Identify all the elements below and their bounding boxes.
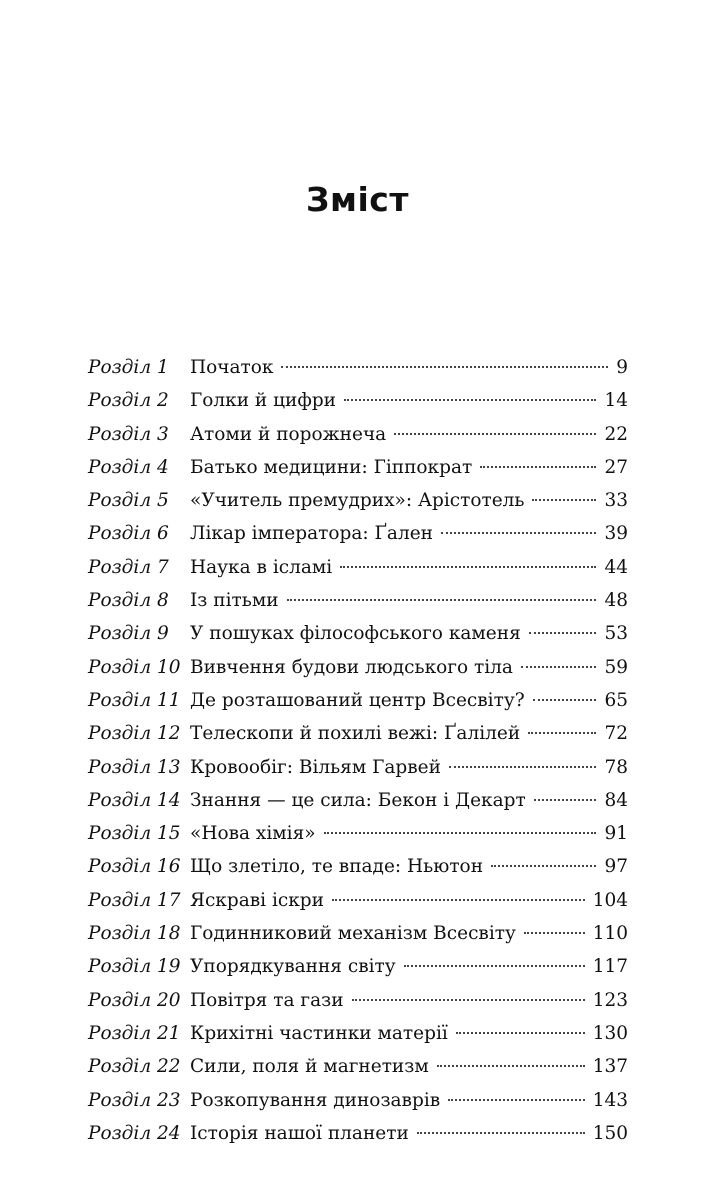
page-number: 33 bbox=[604, 490, 628, 512]
chapter-title: Кровообіг: Вільям Гарвей bbox=[190, 756, 441, 778]
dot-leader bbox=[533, 699, 597, 701]
dot-leader bbox=[448, 1099, 585, 1101]
dot-leader bbox=[287, 599, 597, 601]
chapter-title: Годинниковий механізм Всесвіту bbox=[190, 923, 516, 945]
chapter-title: Упорядкування світу bbox=[190, 956, 396, 978]
page-number: 14 bbox=[604, 390, 628, 412]
toc-entry bbox=[88, 590, 628, 623]
page-number: 22 bbox=[604, 423, 628, 445]
chapter-title: Розкопування динозаврів bbox=[190, 1089, 441, 1111]
chapter-label: Розділ 18 bbox=[88, 923, 181, 945]
toc-entry bbox=[88, 557, 628, 590]
toc-entry bbox=[88, 523, 628, 556]
dot-leader bbox=[529, 632, 597, 634]
chapter-label: Розділ 15 bbox=[88, 823, 181, 845]
page-number: 27 bbox=[604, 456, 628, 478]
dot-leader bbox=[340, 566, 596, 568]
dot-leader bbox=[332, 899, 585, 901]
page-number: 150 bbox=[592, 1122, 628, 1144]
chapter-label: Розділ 3 bbox=[88, 423, 169, 445]
chapter-title: Вивчення будови людського тіла bbox=[190, 656, 513, 678]
dot-leader bbox=[441, 532, 596, 534]
dot-leader bbox=[534, 799, 597, 801]
toc-entry bbox=[88, 424, 628, 457]
dot-leader bbox=[324, 832, 597, 834]
dot-leader bbox=[528, 732, 596, 734]
page-number: 78 bbox=[604, 756, 628, 778]
chapter-title: Що злетіло, те впаде: Ньютон bbox=[190, 856, 484, 878]
chapter-title: Повітря та гази bbox=[190, 989, 344, 1011]
chapter-title: Телескопи й похилі вежі: Ґалілей bbox=[190, 723, 521, 745]
page-number: 65 bbox=[604, 689, 628, 711]
dot-leader bbox=[532, 499, 596, 501]
page-number: 91 bbox=[604, 823, 628, 845]
dot-leader bbox=[456, 1032, 585, 1034]
chapter-title: Атоми й порожнеча bbox=[190, 423, 387, 445]
page-number: 130 bbox=[592, 1022, 628, 1044]
toc-entry bbox=[88, 723, 628, 756]
page-number: 104 bbox=[592, 889, 628, 911]
dot-leader bbox=[437, 1065, 585, 1067]
page-number: 123 bbox=[592, 989, 628, 1011]
chapter-label: Розділ 24 bbox=[88, 1122, 181, 1144]
dot-leader bbox=[491, 865, 596, 867]
toc-entry bbox=[88, 1090, 628, 1123]
toc-entry bbox=[88, 1123, 628, 1156]
dot-leader bbox=[524, 932, 585, 934]
chapter-label: Розділ 21 bbox=[88, 1022, 181, 1044]
chapter-title: Знання — це сила: Бекон і Декарт bbox=[190, 789, 526, 811]
chapter-label: Розділ 7 bbox=[88, 556, 169, 578]
chapter-title: «Нова хімія» bbox=[190, 823, 316, 845]
chapter-title: Лікар імператора: Ґален bbox=[190, 523, 433, 545]
page-number: 48 bbox=[604, 590, 628, 612]
toc-entry bbox=[88, 990, 628, 1023]
chapter-label: Розділ 23 bbox=[88, 1089, 181, 1111]
toc-entry bbox=[88, 757, 628, 790]
page-number: 143 bbox=[592, 1089, 628, 1111]
page-number: 97 bbox=[604, 856, 628, 878]
dot-leader bbox=[344, 399, 596, 401]
chapter-title: Наука в ісламі bbox=[190, 556, 333, 578]
dot-leader bbox=[404, 965, 585, 967]
dot-leader bbox=[352, 999, 585, 1001]
chapter-title: Яскраві іскри bbox=[190, 889, 324, 911]
chapter-title: Батько медицини: Гіппократ bbox=[190, 456, 473, 478]
chapter-title: Голки й цифри bbox=[190, 390, 337, 412]
toc-entry bbox=[88, 457, 628, 490]
page-number: 110 bbox=[592, 923, 628, 945]
toc-entry bbox=[88, 856, 628, 889]
chapter-label: Розділ 20 bbox=[88, 989, 181, 1011]
page-number: 9 bbox=[616, 357, 628, 378]
toc-entry bbox=[88, 390, 628, 423]
toc-entry bbox=[88, 357, 628, 390]
chapter-label: Розділ 12 bbox=[88, 723, 181, 745]
chapter-title: Початок bbox=[190, 357, 274, 378]
toc-entry bbox=[88, 823, 628, 856]
toc-entry bbox=[88, 490, 628, 523]
page-number: 137 bbox=[592, 1056, 628, 1078]
chapter-label: Розділ 2 bbox=[88, 390, 169, 412]
dot-leader bbox=[394, 433, 596, 435]
toc-entry bbox=[88, 690, 628, 723]
chapter-label: Розділ 1 bbox=[88, 357, 169, 378]
chapter-label: Розділ 22 bbox=[88, 1056, 181, 1078]
chapter-title: «Учитель премудрих»: Арістотель bbox=[190, 490, 525, 512]
chapter-title: Крихітні частинки матерії bbox=[190, 1022, 448, 1044]
chapter-label: Розділ 13 bbox=[88, 756, 181, 778]
page-number: 39 bbox=[604, 523, 628, 545]
chapter-title: Де розташований центр Всесвіту? bbox=[190, 689, 525, 711]
chapter-label: Розділ 14 bbox=[88, 789, 181, 811]
page-number: 117 bbox=[592, 956, 628, 978]
dot-leader bbox=[281, 366, 608, 368]
chapter-label: Розділ 11 bbox=[88, 689, 181, 711]
page-title: Зміст bbox=[306, 180, 409, 219]
table-of-contents bbox=[88, 357, 628, 1156]
toc-entry bbox=[88, 1056, 628, 1089]
chapter-title: У пошуках філософського каменя bbox=[190, 623, 521, 645]
chapter-title: Сили, поля й магнетизм bbox=[190, 1056, 429, 1078]
chapter-label: Розділ 9 bbox=[88, 623, 169, 645]
chapter-label: Розділ 17 bbox=[88, 889, 181, 911]
dot-leader bbox=[417, 1132, 585, 1134]
toc-entry bbox=[88, 657, 628, 690]
toc-entry bbox=[88, 890, 628, 923]
dot-leader bbox=[449, 766, 597, 768]
chapter-title: Із пітьми bbox=[190, 590, 279, 612]
chapter-label: Розділ 4 bbox=[88, 456, 169, 478]
chapter-label: Розділ 6 bbox=[88, 523, 169, 545]
page-number: 72 bbox=[604, 723, 628, 745]
page-number: 44 bbox=[604, 556, 628, 578]
page-number: 59 bbox=[604, 656, 628, 678]
toc-entry bbox=[88, 790, 628, 823]
chapter-title: Історія нашої планети bbox=[190, 1122, 409, 1144]
chapter-label: Розділ 5 bbox=[88, 490, 169, 512]
toc-entry bbox=[88, 956, 628, 989]
toc-entry bbox=[88, 623, 628, 656]
chapter-label: Розділ 10 bbox=[88, 656, 181, 678]
chapter-label: Розділ 8 bbox=[88, 590, 169, 612]
chapter-label: Розділ 16 bbox=[88, 856, 181, 878]
dot-leader bbox=[480, 466, 596, 468]
page-number: 84 bbox=[604, 789, 628, 811]
chapter-label: Розділ 19 bbox=[88, 956, 181, 978]
toc-entry bbox=[88, 923, 628, 956]
dot-leader bbox=[521, 666, 597, 668]
toc-entry bbox=[88, 1023, 628, 1056]
page-number: 53 bbox=[604, 623, 628, 645]
